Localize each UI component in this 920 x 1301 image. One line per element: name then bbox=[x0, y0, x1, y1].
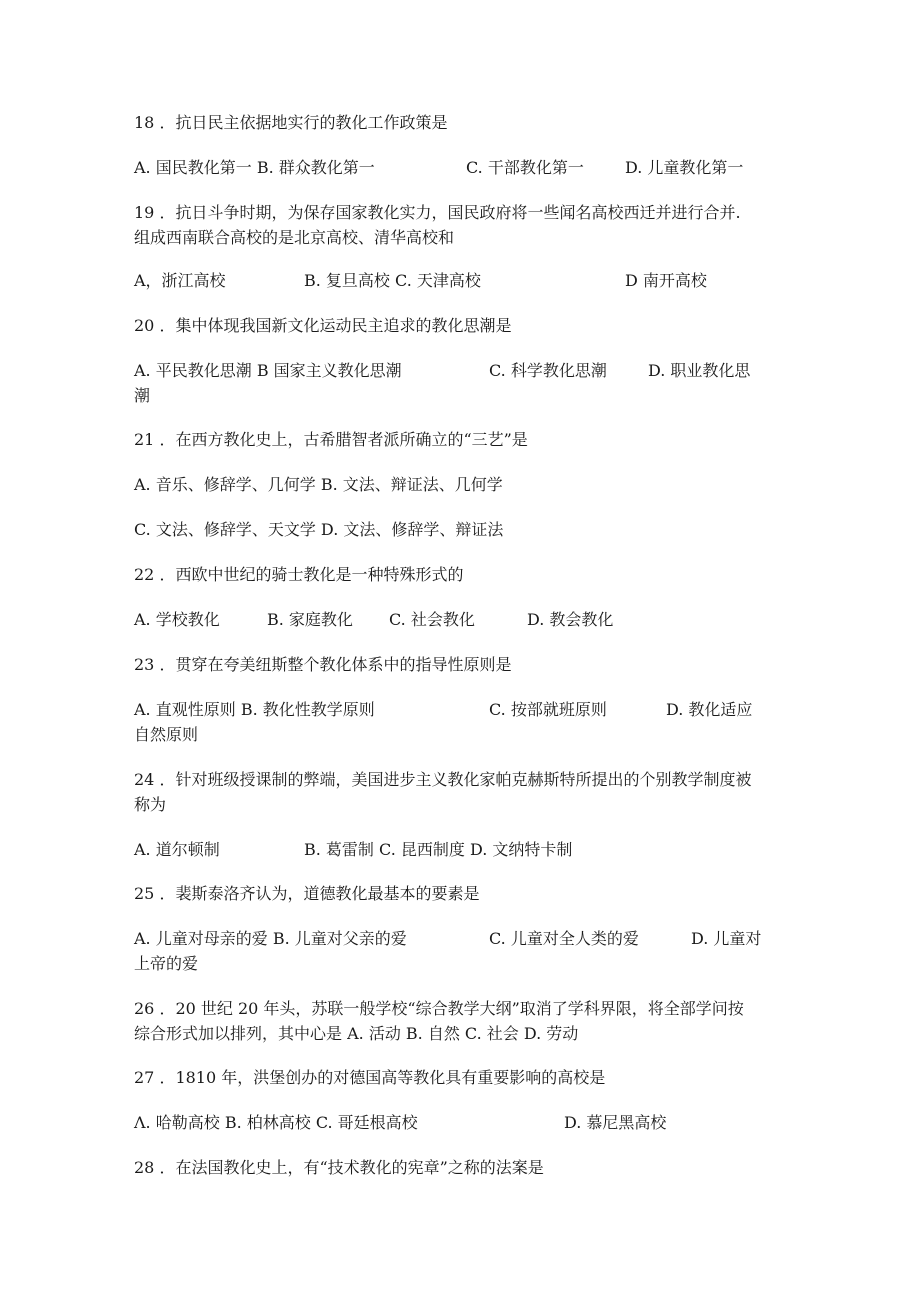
question-19-option-d: D 南开高校 bbox=[625, 271, 707, 290]
question-23-option-c: C. 按部就班原则 bbox=[489, 700, 607, 719]
question-22-option-d: D. 教会教化 bbox=[527, 610, 614, 629]
question-18-option-ab: A. 国民教化第一 B. 群众教化第一 bbox=[134, 158, 375, 177]
question-20-option-d: D. 职业教化思 bbox=[648, 361, 751, 380]
question-22-stem: 22 ．西欧中世纪的骑士教化是一种特殊形式的 bbox=[134, 565, 464, 584]
question-23-stem: 23 ．贯穿在夸美纽斯整个教化体系中的指导性原则是 bbox=[134, 655, 512, 674]
question-21-option-ab: A. 音乐、修辞学、几何学 B. 文法、辩证法、几何学 bbox=[134, 475, 503, 494]
question-24-option-bcd: B. 葛雷制 C. 昆西制度 D. 文纳特卡制 bbox=[304, 840, 573, 859]
question-22-option-b: B. 家庭教化 bbox=[267, 610, 353, 629]
question-19-option-bc: B. 复旦高校 C. 天津高校 bbox=[304, 271, 481, 290]
question-26-stem-line2: 综合形式加以排列，其中心是 A. 活动 B. 自然 C. 社会 D. 劳动 bbox=[134, 1024, 579, 1043]
question-20-option-c: C. 科学教化思潮 bbox=[489, 361, 607, 380]
question-19-stem-line2: 组成西南联合高校的是北京高校、清华高校和 bbox=[134, 228, 455, 247]
question-26-stem-line1: 26 ．20 世纪 20 年头，苏联一般学校“综合教学大纲”取消了学科界限，将全部学问按 bbox=[134, 999, 744, 1018]
question-19-option-a: A，浙江高校 bbox=[134, 271, 226, 290]
question-23-option-ab: A. 直观性原则 B. 教化性教学原则 bbox=[134, 700, 375, 719]
question-22-option-c: C. 社会教化 bbox=[389, 610, 475, 629]
question-23-option-d: D. 教化适应 bbox=[666, 700, 753, 719]
question-24-stem-line1: 24 ．针对班级授课制的弊端，美国进步主义教化家帕克赫斯特所提出的个别教学制度被 bbox=[134, 770, 752, 789]
question-20-option-wrap: 潮 bbox=[134, 386, 151, 405]
question-21-stem: 21 ．在西方教化史上，古希腊智者派所确立的“三艺”是 bbox=[134, 430, 528, 449]
question-18-option-c: C. 干部教化第一 bbox=[466, 158, 584, 177]
question-20-stem: 20 ．集中体现我国新文化运动民主追求的教化思潮是 bbox=[134, 316, 512, 335]
question-20-option-ab: A. 平民教化思潮 B 国家主义教化思潮 bbox=[134, 361, 402, 380]
question-19-stem-line1: 19 ．抗日斗争时期，为保存国家教化实力，国民政府将一些闻名高校西迁并进行合并. bbox=[134, 203, 741, 222]
question-18-stem: 18 ．抗日民主依据地实行的教化工作政策是 bbox=[134, 113, 448, 132]
question-23-option-wrap: 自然原则 bbox=[134, 725, 199, 744]
question-25-option-ab: A. 儿童对母亲的爱 B. 儿童对父亲的爱 bbox=[134, 929, 407, 948]
question-25-option-d: D. 儿童对 bbox=[691, 929, 762, 948]
question-24-stem-line2: 称为 bbox=[134, 795, 167, 814]
question-21-option-cd: C. 文法、修辞学、天文学 D. 文法、修辞学、辩证法 bbox=[134, 520, 504, 539]
question-27-stem: 27 ．1810 年，洪堡创办的对德国高等教化具有重要影响的高校是 bbox=[134, 1068, 606, 1087]
question-27-option-d: D. 慕尼黑高校 bbox=[564, 1113, 667, 1132]
question-27-option-abc: Λ. 哈勒高校 B. 柏林高校 C. 哥廷根高校 bbox=[134, 1113, 418, 1132]
question-25-option-wrap: 上帝的爱 bbox=[134, 954, 199, 973]
question-28-stem: 28 ．在法国教化史上，有“技术教化的宪章”之称的法案是 bbox=[134, 1158, 544, 1177]
question-18-option-d: D. 儿童教化第一 bbox=[625, 158, 744, 177]
question-22-option-a: A. 学校教化 bbox=[134, 610, 220, 629]
question-25-option-c: C. 儿童对全人类的爱 bbox=[489, 929, 639, 948]
question-24-option-a: A. 道尔顿制 bbox=[134, 840, 220, 859]
question-25-stem: 25 ．裴斯泰洛齐认为，道德教化最基本的要素是 bbox=[134, 884, 480, 903]
